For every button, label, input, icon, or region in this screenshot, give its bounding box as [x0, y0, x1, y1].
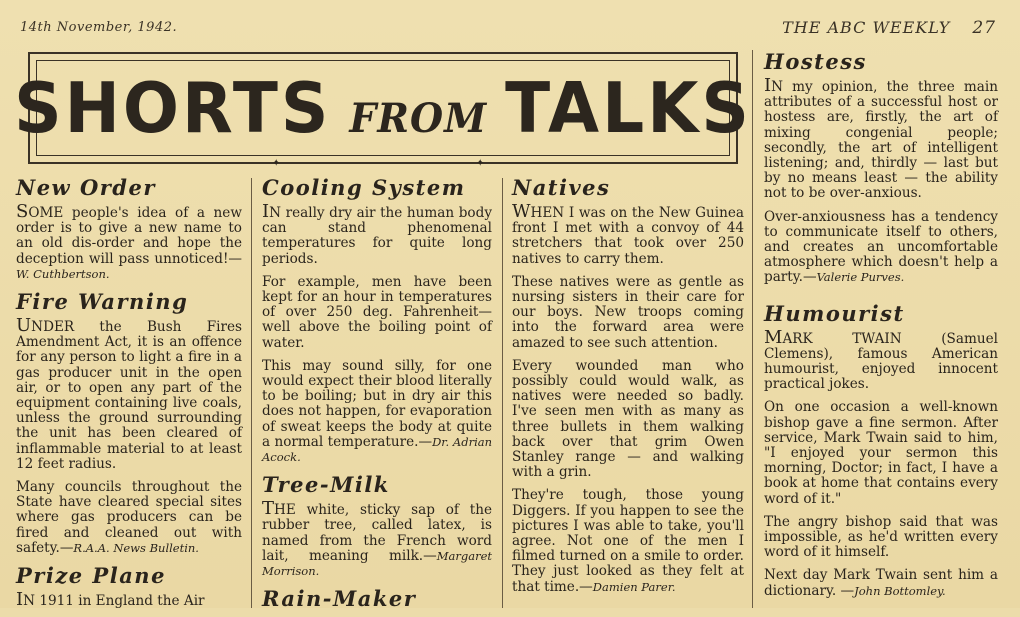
column-3 — [512, 176, 744, 603]
article-text: Many councils throughout the State have cleared special sites where gas producers can be fired and cleaned out with safety.— — [16, 479, 242, 556]
column-rule — [752, 50, 753, 608]
article-text: Over-anxiousness has a tendency to communicate itself to others, and creates an uncomfortable atmosphere which doesn't help a party.— — [764, 208, 998, 286]
article-text: N really dry air the human body can stand phenomenal temperatures for quite long periods. — [262, 205, 492, 267]
article-text: They're tough, those young Diggers. If you happen to see the pictures I was able to take, you'll agree. Not one of the men I filmed turned on a smile to order. They just looked as they felt at that time.— — [512, 487, 744, 595]
heading-tree-milk: Tree-Milk — [262, 472, 390, 498]
drop-cap: M — [764, 326, 783, 348]
banner-word-shorts: SHORTS — [14, 67, 332, 149]
drop-cap: I — [764, 75, 772, 96]
drop-cap: I — [262, 201, 270, 222]
column-rule — [251, 178, 252, 608]
drop-cap: W — [512, 201, 531, 222]
article-text: This may sound silly, for one would expect their blood literally to be boiling; but in dry air this does not happen, for evaporation of sweat keeps the body at quite a normal temperature.— — [262, 357, 492, 450]
drop-cap: T — [262, 498, 275, 520]
byline: Damien Parer. — [592, 579, 676, 594]
drop-cap: S — [16, 201, 29, 222]
banner-word-from: FROM — [349, 93, 488, 142]
column-rule — [502, 178, 503, 608]
star-ornament: ✦ — [272, 158, 281, 169]
article-humourist-2 — [764, 400, 998, 506]
article-natives — [512, 201, 744, 267]
article-cooling-system-3 — [262, 359, 492, 465]
article-new-order — [16, 201, 242, 282]
heading-prize-plane: Prize Plane — [16, 563, 166, 589]
article-cooling-system-2 — [262, 275, 492, 351]
byline: Dr. Adrian Acock. — [262, 434, 493, 465]
article-tree-milk — [262, 498, 492, 579]
byline: John Bottomley. — [854, 583, 946, 598]
article-text: OME people's idea of a new order is to give a new name to an old dis-order and hope the deception will pass unnoticed!— — [16, 205, 242, 267]
article-humourist — [764, 326, 998, 393]
page-number: 27 — [972, 18, 996, 38]
article-text: These natives were as gentle as nursing sisters in their care for our boys. New troops coming into the forward area were amazed to see such attention. — [512, 273, 744, 351]
star-ornament: ✦ — [476, 158, 485, 169]
byline: Margaret Morrison. — [262, 548, 492, 579]
masthead — [782, 18, 996, 38]
article-text: For example, men have been kept for an hour in temperatures of over 250 deg. Fahrenheit—well above the boiling point of water. — [262, 273, 492, 351]
article-fire-warning — [16, 315, 242, 472]
banner-title — [14, 68, 752, 149]
article-text: NDER the Bush Fires Amendment Act, it is an offence for any person to light a fire in a gas producer unit in the open air, or to open any part of the equipment containing live coals, unless the ground surrounding the unit has been cleared of inflammable material to at least 12 feet radius. — [16, 319, 242, 472]
article-text: On one occasion a well-known bishop gave a fine sermon. After service, Mark Twain said to him, "I enjoyed your sermon this morning, Doctor; in fact, I have a book at home that contains every word of it." — [764, 399, 998, 507]
article-natives-4 — [512, 488, 744, 594]
banner-word-talks: TALKS — [505, 67, 752, 149]
article-natives-3 — [512, 359, 744, 481]
heading-cooling-system: Cooling System — [262, 175, 466, 200]
article-prize-plane — [16, 589, 242, 611]
title-banner — [14, 52, 752, 164]
byline: Valerie Purves. — [816, 270, 905, 285]
article-text: HEN I was on the New Guinea front I met with a convoy of 44 stretchers that took over 250 natives to carry them. — [512, 205, 744, 267]
drop-cap: U — [16, 315, 32, 337]
article-text: N 1911 in England the Air — [23, 593, 205, 610]
article-humourist-4 — [764, 568, 998, 598]
heading-new-order: New Order — [16, 175, 156, 200]
article-hostess-2 — [764, 210, 998, 286]
article-text: ARK TWAIN (Samuel Clemens), famous American humourist, enjoyed innocent practical jokes. — [764, 330, 998, 393]
byline: R.A.A. News Bulletin. — [73, 540, 199, 555]
heading-humourist: Humourist — [764, 300, 905, 326]
column-1 — [16, 176, 242, 617]
heading-natives: Natives — [512, 175, 611, 200]
heading-hostess: Hostess — [764, 49, 867, 74]
heading-fire-warning: Fire Warning — [16, 289, 189, 315]
column-2 — [262, 176, 492, 615]
article-natives-2 — [512, 275, 744, 351]
article-hostess — [764, 75, 998, 202]
title-banner-inner — [14, 60, 752, 156]
drop-cap: I — [16, 589, 24, 611]
article-cooling-system — [262, 201, 492, 267]
byline: W. Cuthbertson. — [16, 266, 110, 281]
magazine-name: THE ABC WEEKLY — [782, 18, 951, 37]
column-4 — [764, 50, 998, 607]
article-humourist-3 — [764, 515, 998, 561]
issue-date: 14th November, 1942. — [20, 20, 178, 35]
article-fire-warning-2 — [16, 480, 242, 556]
article-text: Next day Mark Twain sent him a dictionary. — — [764, 567, 998, 599]
heading-rain-maker: Rain-Maker — [262, 586, 417, 612]
article-text: HE white, sticky sap of the rubber tree, called latex, is named from the French word lait, meaning milk.— — [262, 502, 492, 564]
article-text: Every wounded man who possibly could would walk, as natives were needed so badly. I've seen men with as many as three bullets in them walking back over that grim Owen Stanley range — and walking with a grin. — [512, 357, 744, 481]
article-text: The angry bishop said that was impossible, as he'd written every word of it himself. — [764, 513, 998, 561]
article-text: N my opinion, the three main attributes of a successful host or hostess are, firstly, the art of mixing congenial people; secondly, the art of intelligent listening; and, thirdly — last but by no means least — the ability not to be over-anxious. — [764, 79, 998, 202]
